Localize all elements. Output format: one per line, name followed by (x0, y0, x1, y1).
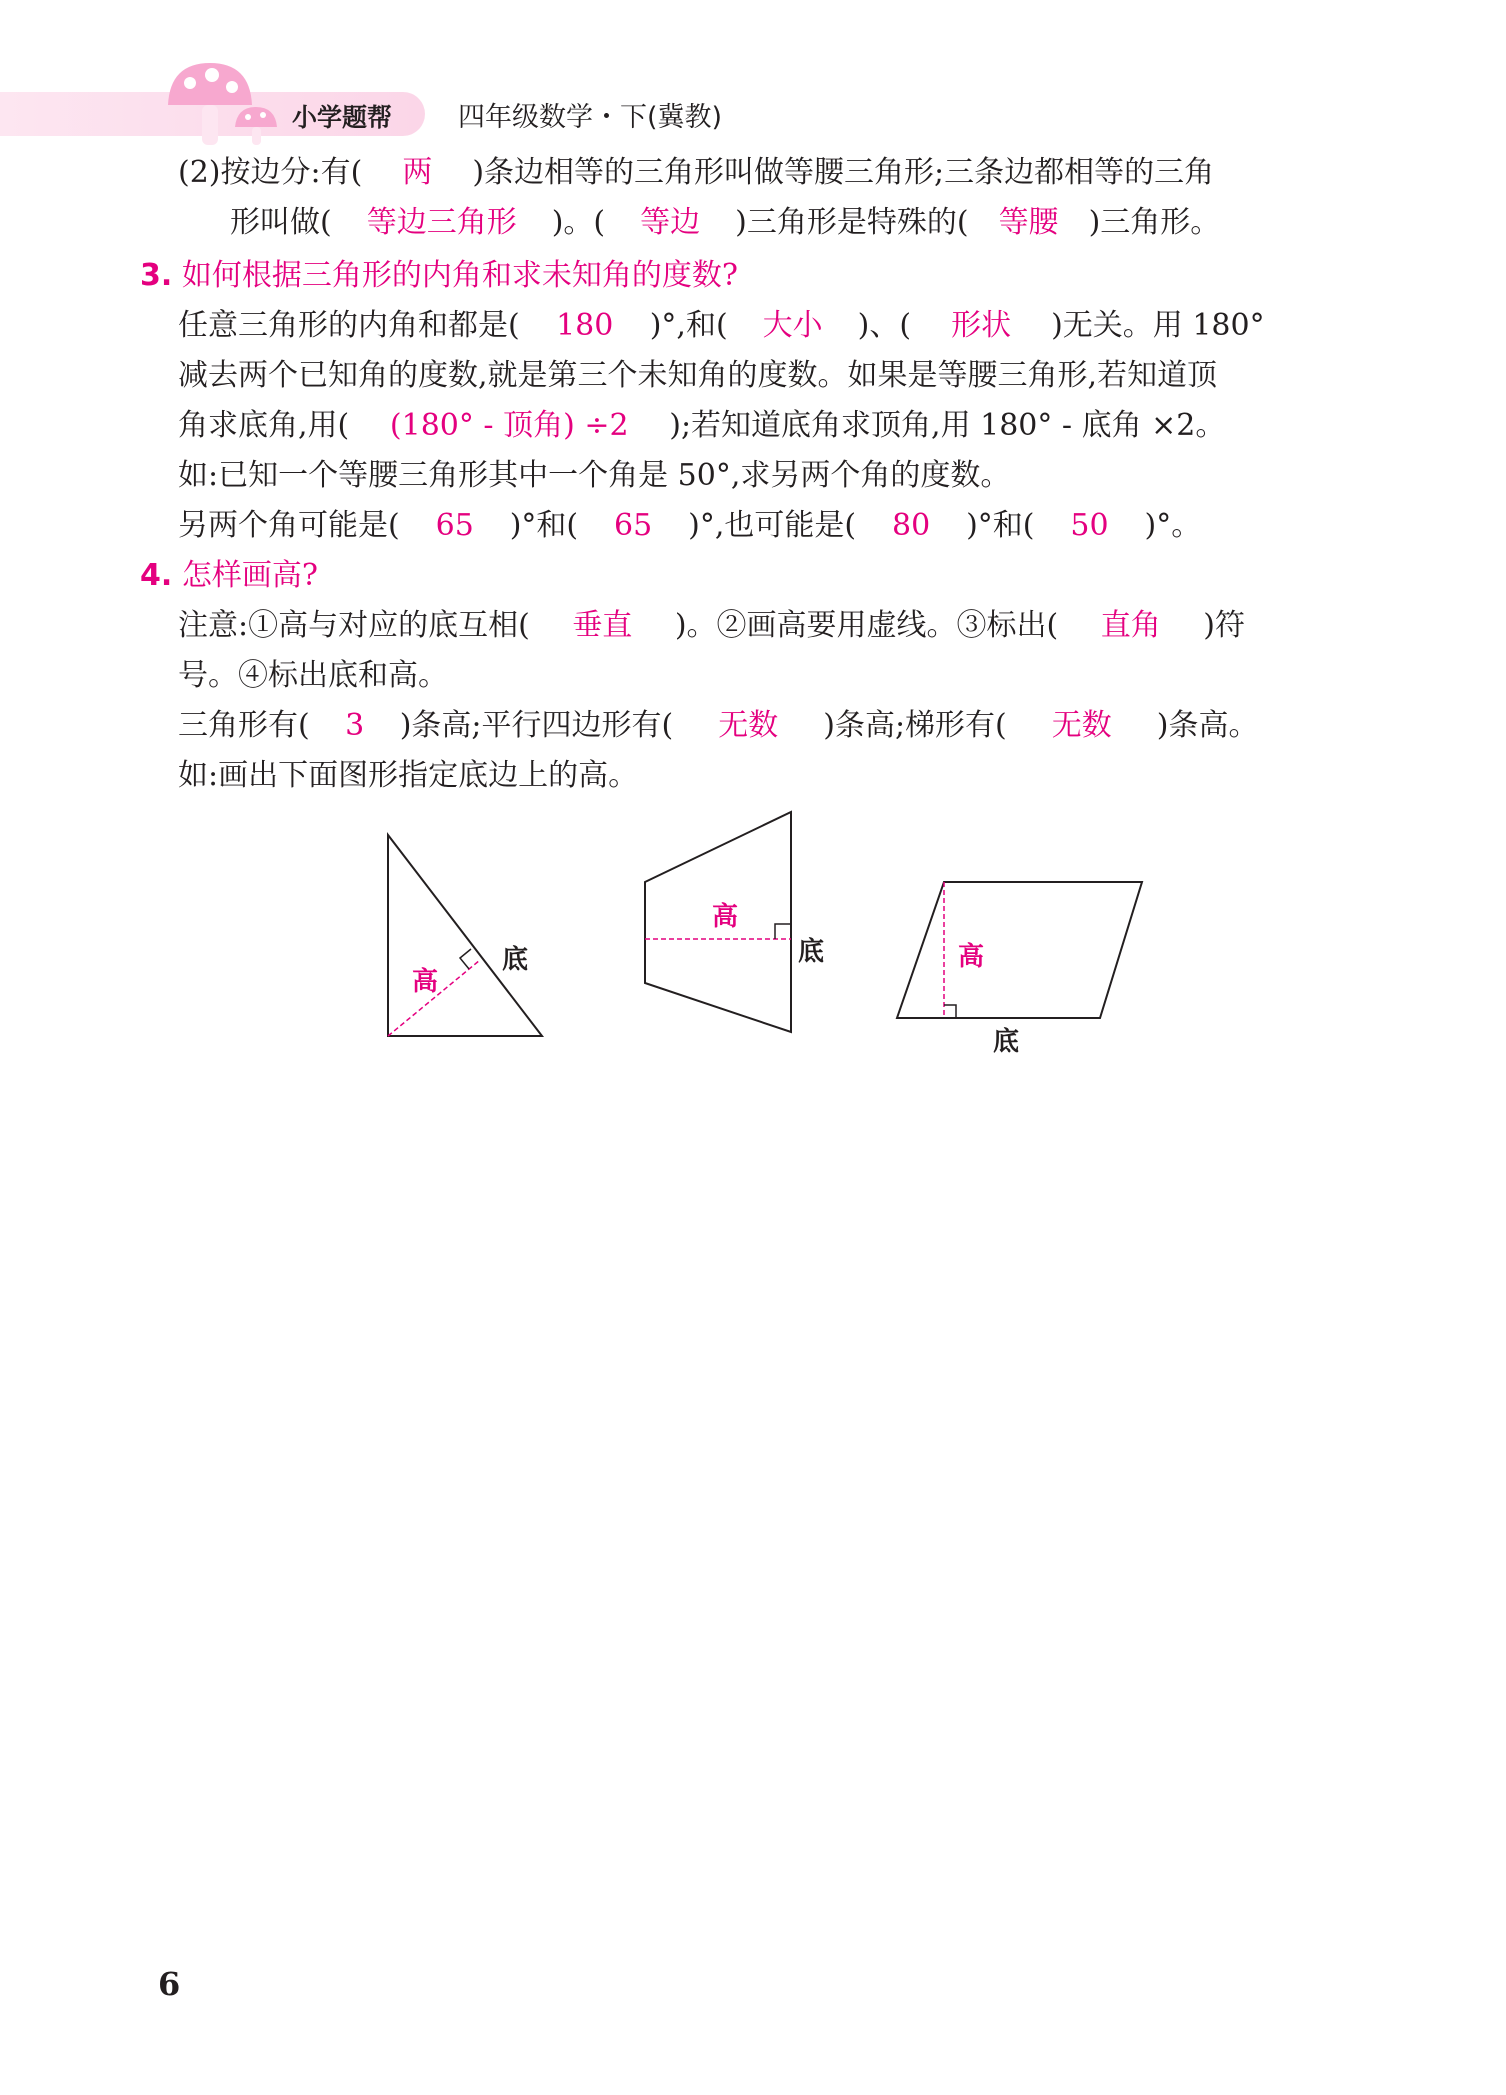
text: )。②画高要用虚线。③标出( (674, 608, 1059, 643)
answer-right-angle: 直角 (1100, 608, 1161, 643)
parallelogram-figure (897, 882, 1142, 1057)
text: )、( (857, 308, 912, 343)
text: )°,和( (649, 308, 728, 343)
text: 另两个角可能是( (178, 508, 400, 543)
answer-3: 3 (345, 708, 365, 743)
text: )°,也可能是( (688, 508, 857, 543)
text: )条高;梯形有( (823, 708, 1007, 743)
text: )三角形。 (1088, 205, 1221, 240)
trapezoid-base-label: 底 (798, 937, 825, 967)
text: 形叫做( (230, 205, 332, 240)
text: )°。 (1144, 508, 1202, 543)
q3-number: 3. (140, 258, 173, 293)
answer-perpendicular: 垂直 (572, 608, 633, 643)
answer-equal-side: 等边 (640, 205, 701, 240)
text: );若知道底角求顶角,用 180° - 底角 ×2。 (669, 408, 1226, 443)
brand-title: 小学题帮 (292, 103, 393, 132)
triangle-figure (388, 835, 542, 1036)
triangle-base-label: 底 (502, 945, 529, 975)
text: )无关。用 180° (1051, 308, 1265, 343)
q3-line4: 如:已知一个等腰三角形其中一个角是 50°,求另两个角的度数。 (178, 458, 1011, 493)
text: )°和( (966, 508, 1035, 543)
text: 三角形有( (178, 708, 310, 743)
answer-180: 180 (556, 308, 614, 343)
text: )。( (551, 205, 606, 240)
text: 任意三角形的内角和都是( (178, 308, 520, 343)
answer-80: 80 (892, 508, 931, 543)
book-title: 四年级数学・下(冀教) (458, 102, 723, 133)
page-number: 6 (158, 1965, 181, 2003)
trapezoid-figure (645, 812, 824, 1032)
q4-line2: 号。④标出底和高。 (178, 658, 448, 693)
q3-line2: 减去两个已知角的度数,就是第三个未知角的度数。如果是等腰三角形,若知道顶 (178, 358, 1218, 393)
answer-equilateral: 等边三角形 (366, 205, 517, 240)
trapezoid-height-label: 高 (712, 902, 739, 932)
answer-size: 大小 (762, 308, 823, 343)
q4-number: 4. (140, 558, 173, 593)
text: )条高;平行四边形有( (399, 708, 674, 743)
answer-isosceles: 等腰 (998, 205, 1059, 240)
parallelogram-height-label: 高 (958, 942, 985, 972)
answer-65a: 65 (435, 508, 474, 543)
text: )三角形是特殊的( (735, 205, 969, 240)
q4-line4: 如:画出下面图形指定底边上的高。 (178, 758, 639, 793)
answer-infinite-2: 无数 (1051, 708, 1112, 743)
answer-formula: (180° - 顶角) ÷2 (389, 408, 629, 443)
text: 角求底角,用( (178, 408, 350, 443)
text: )条边相等的三角形叫做等腰三角形;三条边都相等的三角 (472, 155, 1215, 190)
text: )°和( (509, 508, 579, 543)
triangle-height-label: 高 (412, 967, 439, 997)
answer-50: 50 (1070, 508, 1109, 543)
text: (2)按边分:有( (178, 155, 363, 190)
text: 注意:①高与对应的底互相( (178, 608, 530, 643)
answer-shape: 形状 (951, 308, 1012, 343)
answer-infinite-1: 无数 (718, 708, 779, 743)
text: )符 (1203, 608, 1245, 643)
answer-65b: 65 (614, 508, 653, 543)
answer-two: 两 (402, 155, 433, 190)
text: )条高。 (1156, 708, 1259, 743)
parallelogram-base-label: 底 (993, 1027, 1020, 1057)
q4-title: 怎样画高? (181, 558, 318, 593)
q3-title: 如何根据三角形的内角和求未知角的度数? (181, 258, 738, 293)
